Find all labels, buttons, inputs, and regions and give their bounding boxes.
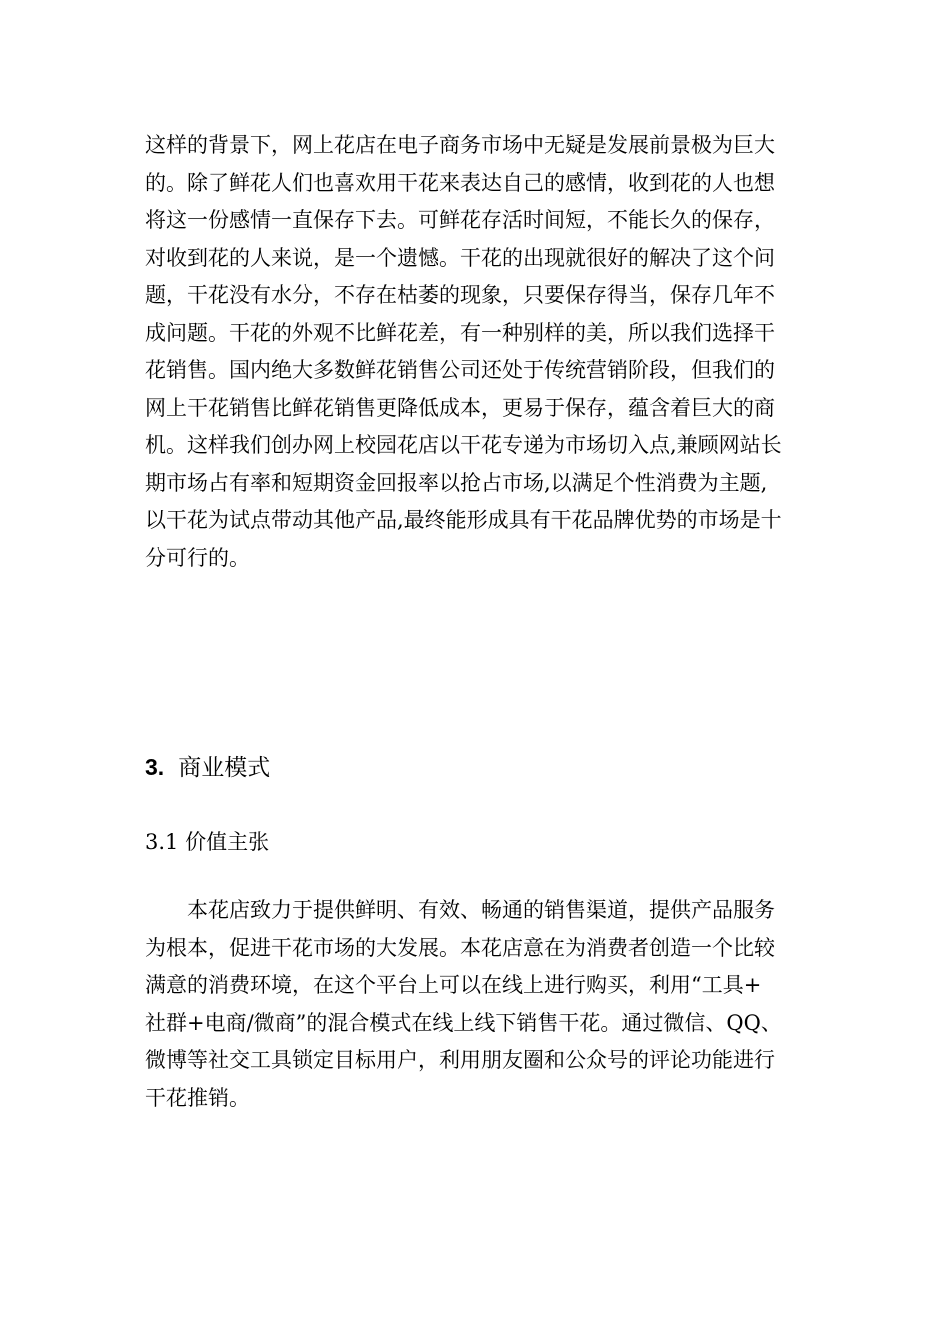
subsection-heading: 3.1 价值主张 xyxy=(145,830,270,854)
paragraph-line: 为根本，促进干花市场的大发展。本花店意在为消费者创造一个比较 xyxy=(145,935,775,960)
paragraph-line: 成问题。干花的外观不比鲜花差，有一种别样的美，所以我们选择干 xyxy=(145,320,775,345)
paragraph-line: 的。除了鲜花人们也喜欢用干花来表达自己的感情，收到花的人也想 xyxy=(145,170,775,195)
paragraph-line: 以干花为试点带动其他产品,最终能形成具有干花品牌优势的市场是十 xyxy=(145,508,782,532)
paragraph-line: 期市场占有率和短期资金回报率以抢占市场,以满足个性消费为主题, xyxy=(145,470,768,495)
paragraph-line: 干花推销。 xyxy=(145,1085,250,1110)
paragraph-line: 花销售。国内绝大多数鲜花销售公司还处于传统营销阶段，但我们的 xyxy=(145,358,775,382)
body-paragraph-value-proposition xyxy=(145,892,813,1117)
section-title: 商业模式 xyxy=(178,755,271,781)
paragraph-line: 社群+电商/微商”的混合模式在线上线下销售干花。通过微信、QQ、 xyxy=(145,1010,782,1035)
paragraph-line: 这样的背景下，网上花店在电子商务市场中无疑是发展前景极为巨大 xyxy=(145,133,775,157)
paragraph-line: 将这一份感情一直保存下去。可鲜花存活时间短，不能长久的保存， xyxy=(145,208,775,232)
body-paragraph-background xyxy=(145,127,813,577)
paragraph-line: 网上干花销售比鲜花销售更降低成本，更易于保存，蕴含着巨大的商 xyxy=(145,395,775,420)
paragraph-line: 本花店致力于提供鲜明、有效、畅通的销售渠道，提供产品服务 xyxy=(145,898,775,922)
paragraph-line: 机。这样我们创办网上校园花店以干花专递为市场切入点,兼顾网站长 xyxy=(145,433,782,457)
paragraph-line: 微博等社交工具锁定目标用户，利用朋友圈和公众号的评论功能进行 xyxy=(145,1048,775,1072)
section-heading xyxy=(145,748,270,787)
paragraph-line: 对收到花的人来说，是一个遗憾。干花的出现就很好的解决了这个问 xyxy=(145,245,775,270)
paragraph-line: 满意的消费环境，在这个平台上可以在线上进行购买，利用“工具+ xyxy=(145,973,762,997)
paragraph-line: 分可行的。 xyxy=(145,545,250,570)
section-number: 3. xyxy=(145,754,165,780)
paragraph-line: 题，干花没有水分，不存在枯萎的现象，只要保存得当，保存几年不 xyxy=(145,283,775,307)
